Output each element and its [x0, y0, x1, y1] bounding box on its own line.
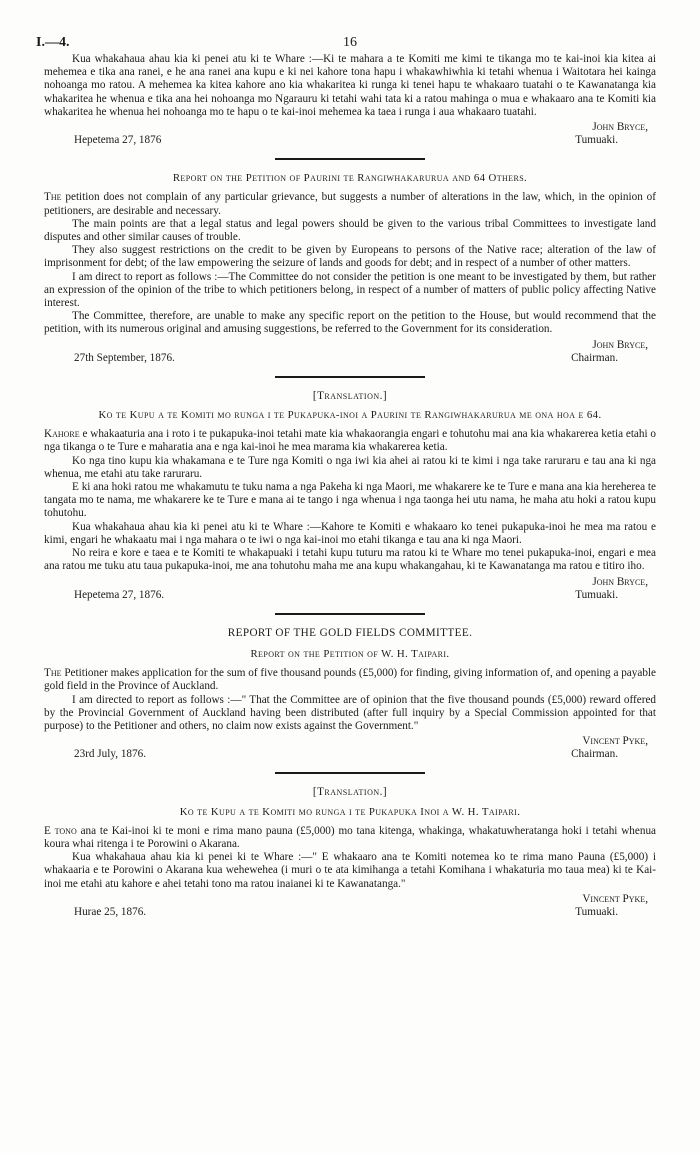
paragraph: E ki ana hoki ratou me whakamutu te tuku nama a nga Pakeha ki nga Maori, me whakarere ke te Ture e mana ana kia hereherea te tangata mo te nama, me whakarere ke te Ture e mana ai te tango i nga whenua i nga taonga hei utu nama, he maha atu hoki a ratou kupu tohutohu. — [44, 481, 656, 520]
date: Hepetema 27, 1876. — [74, 588, 165, 601]
paragraph-text: Petitioner makes application for the sum of five thousand pounds (£5,000) for finding, giving information of, and opening a payable gold field in the Province of Auckland. — [44, 667, 656, 693]
signer-name: Vincent Pyke, — [582, 735, 648, 748]
paragraph-text: ana te Kai-inoi ki te moni e rima mano pauna (£5,000) mo tana kitenga, whakinga, whakatuwheratanga hoki i tetahi whenua koura whai ritenga i te Porowini o Akarana. — [44, 824, 657, 850]
signer-name: John Bryce, — [592, 575, 648, 588]
signer-title: Tumuaki. — [575, 134, 618, 147]
paragraph-text: petition does not complain of any particular grievance, but suggests a number of alterations in the law, which, in the opinion of petitioners, are desirable and necessary. — [44, 191, 657, 217]
signer-name: John Bryce, — [592, 338, 648, 351]
paragraph: No reira e kore e taea e te Komiti te whakapuaki i tetahi kupu tuturu ma ratou ki te Whare mo tenei pukapuka-inoi, engari e mea ana ratou me tuku atu taua pukapuka-inoi, me ana tohutohu maha me ana kupu whakangahau, ki te Kawanatanga ma ratou e titiro iho. — [44, 547, 656, 573]
report-title: REPORT OF THE GOLD FIELDS COMMITTEE. — [227, 626, 473, 639]
section-bryce-continuation — [44, 53, 656, 148]
section-heading: Report on the Petition of W. H. Taipari. — [250, 647, 450, 660]
signature-row — [44, 589, 656, 603]
section-taipari-translation — [44, 786, 656, 920]
divider-rule — [275, 158, 425, 160]
divider-rule — [275, 376, 425, 378]
section-heading: Ko te Kupu a te Komiti mo runga i te Pukapuka Inoi a W. H. Taipari. — [179, 805, 521, 818]
translation-label: [Translation.] — [312, 389, 388, 402]
signer-title: Tumuaki. — [575, 588, 618, 601]
signer-title: Tumuaki. — [575, 905, 618, 918]
signer-title: Chairman. — [571, 351, 618, 364]
paragraph — [44, 191, 656, 217]
paragraph — [44, 825, 656, 851]
paragraph: I am directed to report as follows :—" That the Committee are of opinion that the five thousand pounds (£5,000) reward offered by the Provincial Government of Auckland having been distributed (after full inquiry by a Special Commission appointed for that purpose) to the Petitioner and others, no claim now exists against the Government." — [44, 693, 656, 732]
translation-label: [Translation.] — [312, 786, 388, 799]
paragraph: Ko nga tino kupu kia whakamana e te Ture nga Komiti o nga iwi kia ahei ai ratou ki te kimi i nga take raruraru e tau ana ki nga whenua, me etahi atu take raruraru. — [44, 454, 656, 480]
paragraph: They also suggest restrictions on the credit to be given by Europeans to persons of the Native race; alteration of the law of imprisonment for debt; of the law empowering the seizure of lands and goods for debt; and in respect of a number of other matters. — [44, 244, 656, 270]
date: Hurae 25, 1876. — [74, 905, 147, 918]
signature-row — [44, 906, 656, 920]
paragraph: Kua whakahaua ahau kia ki penei ki te Whare :—" E whakaaro ana te Komiti notemea ko te rima mano Pauna (£5,000) i whakaaria e te Porowini o Akarana kua wehewehea (i muri o te ata kimihanga a tetahi Komihana i whakaturia mo taua mea) ki te Kai-inoi me etahi atu kahore e ahei tetahi tono ma ratou inaianei ki te Kawanatanga." — [44, 851, 656, 890]
page-content — [44, 53, 656, 920]
date: 23rd July, 1876. — [74, 748, 146, 761]
section-heading: Report on the Petition of Paurini te Rangiwhakaruruа and 64 Others. — [172, 172, 528, 185]
document-reference: I.—4. — [36, 35, 70, 50]
divider-rule — [275, 772, 425, 774]
page-number: 16 — [343, 35, 357, 50]
paragraph: Kua whakahaua ahau kia ki penei atu ki te Whare :—Kahore te Komiti e whakaaro ko tenei pukapuka-inoi he mea ma ratou e kimi, engari he whakaatu mai i nga mahara o te iwi o nga kai-inoi mo etahi tikanga e tau ana ki nga Maori. — [44, 520, 656, 546]
paragraph: The main points are that a legal status and legal powers should be given to the various tribal Committees to investigate land disputes and other similar causes of trouble. — [44, 217, 656, 244]
signature-row — [44, 134, 656, 148]
paragraph: The Committee, therefore, are unable to make any specific report on the petition to the House, but would recommend that the petition, with its numerous original and amusing suggestions, be referred to the Government for its consideration. — [44, 310, 656, 336]
paragraph: I am direct to report as follows :—The Committee do not consider the petition is one meant to be investigated by them, but rather an expression of the opinion of the tribe to which petitioners belong, in respect of a number of matters of public policy affecting Native interest. — [44, 270, 656, 310]
divider-rule — [275, 613, 425, 615]
signature-row — [44, 352, 656, 366]
signer-name: John Bryce, — [592, 121, 648, 134]
section-gold-fields-report — [44, 627, 656, 763]
date: Hepetema 27, 1876 — [74, 134, 162, 147]
date: 27th September, 1876. — [74, 351, 175, 364]
signature-row — [44, 748, 656, 762]
signer-title: Chairman. — [571, 748, 618, 761]
paragraph — [44, 428, 656, 454]
section-paurini-translation — [44, 390, 656, 603]
lead-word: The — [44, 667, 62, 680]
lead-word: Kahore — [44, 428, 80, 441]
section-heading: Ko te Kupu a te Komiti mo runga i te Pukapuka-inoi a Paurini te Rangiwhakaruruа me ona hoa e 64. — [98, 409, 602, 422]
section-paurini-report — [44, 172, 656, 366]
paragraph: Kua whakahaua ahau kia ki penei atu ki te Whare :—Ki te mahara a te Komiti me kimi te tikanga mo te kai-inoi kia kitea ai mehemea e tika ana ranei, e he ana ranei ana kupu e ki nei kahore tona hapu i whakawhiwhia ki tetahi whenua i Waitotara hei kainga nohoanga mo ratou. A mehemea ka kitea kahore ano kia whakaritea ki runga ki tenei hapu te whakaaro tuatahi o te Kawanatanga kia whakaritea he whenua e tika ana hei nohoanga mo Ngarauru ki tetahi wahi tata ki a ratou mahinga o mua e whakaaro ana te Komiti kia whakaritea he whenua hei nohoanga mo te hapu o te kai-inoi mehemea ka taea i runga i aua whakaaro tuatahi. — [44, 53, 656, 118]
lead-word: E tono — [44, 824, 77, 837]
signer-name: Vincent Pyke, — [582, 892, 648, 905]
paragraph — [44, 667, 656, 693]
lead-word: The — [44, 191, 62, 204]
paragraph-text: e whakaaturia ana i roto i te pukapuka-inoi tetahi mate kia whakaorangia engari e tohutohu mai ana kia whakarerea ketia etahi o nga tikanga o te Ture e maharatia ana e nga kai-inoi he mea marama kia whakarerea ketia. — [44, 428, 656, 454]
